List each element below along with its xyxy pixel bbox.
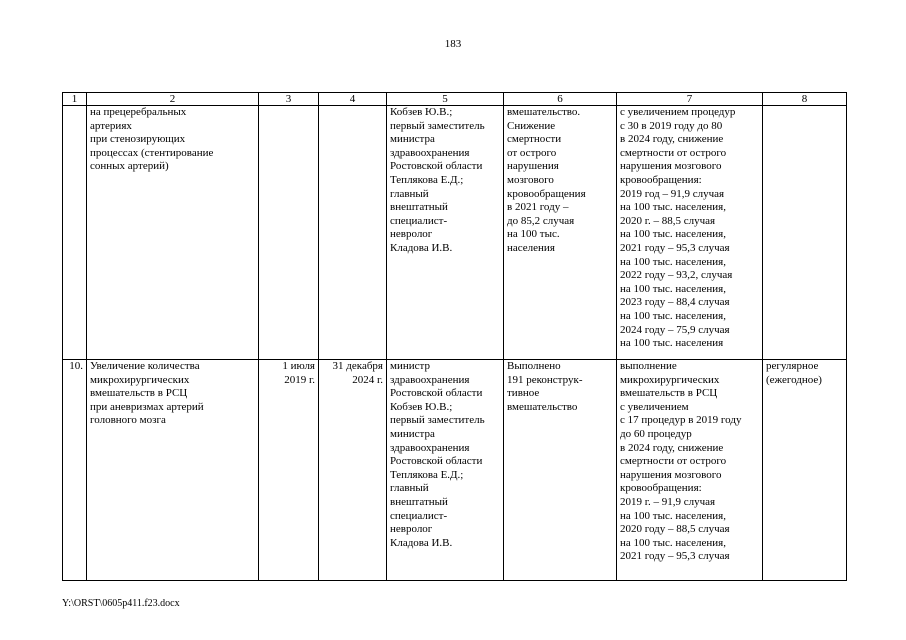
column-number: 3 (259, 93, 319, 106)
responsible-persons: министр здравоохранения Ростовской области Кобзев Ю.В.; первый заместитель министра здравоохранения Ростовской области Теплякова Е.Д.; главный внештатный специалист- невролог Кладова И.В. (387, 360, 504, 581)
document-file-path: Y:\ORST\0605p411.f23.docx (62, 598, 180, 609)
measure-name: на прецеребральных артериях при стенозирующих процессах (стентирование сонных артерий) (87, 106, 259, 360)
column-number-row (63, 93, 847, 106)
page-number: 183 (444, 38, 462, 50)
indicator-description: с увеличением процедур с 30 в 2019 году до 80 в 2024 году, снижение смертности от острого нарушения мозгового кровообращения: 2019 год – 91,9 случая на 100 тыс. населения, 2020 г. – 88,5 случая на 100 тыс. населения, 2021 году – 95,3 случая на 100 тыс. населения, 2022 году – 93,2, случая на 100 тыс. населения, 2023 году – 88,4 случая на 100 тыс. населения, 2024 году – 75,9 случая на 100 тыс. населения (617, 106, 763, 360)
end-date (319, 106, 387, 360)
column-number: 6 (504, 93, 617, 106)
periodicity: регулярное (ежегодное) (763, 360, 847, 581)
measure-name: Увеличение количества микрохирургических вмешательств в РСЦ при аневризмах артерий головного мозга (87, 360, 259, 581)
column-number: 7 (617, 93, 763, 106)
row-number: 10. (63, 360, 87, 581)
indicator-description: выполнение микрохирургических вмешательств в РСЦ с увеличением с 17 процедур в 2019 году до 60 процедур в 2024 году, снижение смертности от острого нарушения мозгового кровообращения: 2019 г. – 91,9 случая на 100 тыс. населения, 2020 году – 88,5 случая на 100 тыс. населения, 2021 году – 95,3 случая (617, 360, 763, 581)
result-description: Выполнено 191 реконструк- тивное вмешательство (504, 360, 617, 581)
start-date (259, 106, 319, 360)
column-number: 1 (63, 93, 87, 106)
end-date: 31 декабря 2024 г. (319, 360, 387, 581)
column-number: 2 (87, 93, 259, 106)
table-row (63, 106, 847, 360)
result-description: вмешательство. Снижение смертности от острого нарушения мозгового кровообращения в 2021 году – до 85,2 случая на 100 тыс. населения (504, 106, 617, 360)
periodicity (763, 106, 847, 360)
measures-table (62, 92, 847, 581)
row-number (63, 106, 87, 360)
table-row (63, 360, 847, 581)
column-number: 4 (319, 93, 387, 106)
column-number: 8 (763, 93, 847, 106)
column-number: 5 (387, 93, 504, 106)
start-date: 1 июля 2019 г. (259, 360, 319, 581)
responsible-persons: Кобзев Ю.В.; первый заместитель министра здравоохранения Ростовской области Теплякова Е.Д.; главный внештатный специалист- невролог Кладова И.В. (387, 106, 504, 360)
